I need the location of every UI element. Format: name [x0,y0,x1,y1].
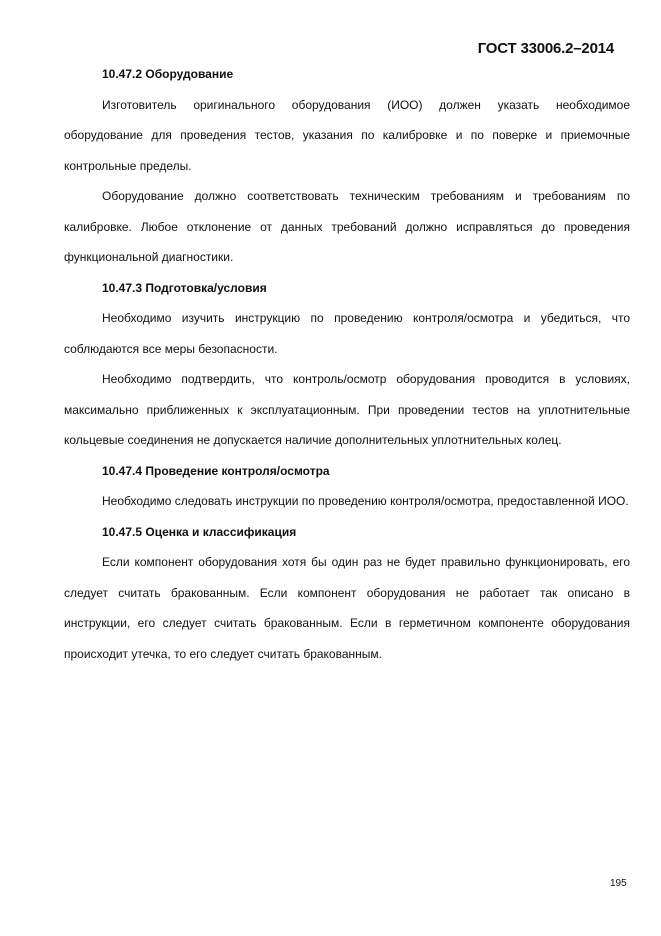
section-heading-inspection: 10.47.4 Проведение контроля/осмотра [102,463,330,478]
section-heading-evaluation: 10.47.5 Оценка и классификация [102,524,297,539]
document-body [64,59,630,669]
paragraph: Изготовитель оригинального оборудования (ИОО) должен указать необходимое оборудование для проведения тестов, указания по калибровке и по поверке и приемочные контрольные пределы. [64,97,630,173]
paragraph: Необходимо изучить инструкцию по проведению контроля/осмотра и убедиться, что соблюдаются все меры безопасности. [64,311,630,356]
paragraph: Необходимо подтвердить, что контроль/осмотр оборудования проводится в условиях, максимально приближенных к эксплуатационным. При проведении тестов на уплотнительные кольцевые соединения не допускается наличие дополнительных уплотнительных колец. [64,372,630,447]
page-number: 195 [610,878,627,889]
paragraph: Оборудование должно соответствовать техническим требованиям и требованиям по калибровке. Любое отклонение от данных требований должно исправляться до проведения функциональной диагностики. [64,189,630,264]
paragraph: Необходимо следовать инструкции по проведению контроля/осмотра, предоставленной ИОО. [102,494,629,508]
document-code: ГОСТ 33006.2–2014 [477,40,614,57]
section-heading-equipment: 10.47.2 Оборудование [102,67,234,81]
section-heading-preparation: 10.47.3 Подготовка/условия [102,280,267,295]
paragraph: Если компонент оборудования хотя бы один раз не будет правильно функционировать, его следует считать бракованным. Если компонент оборудования не работает так описано в инструкции, его следует считать бракованным. Если в герметичном компоненте оборудования происходит утечка, то его следует считать бракованным. [64,555,630,661]
